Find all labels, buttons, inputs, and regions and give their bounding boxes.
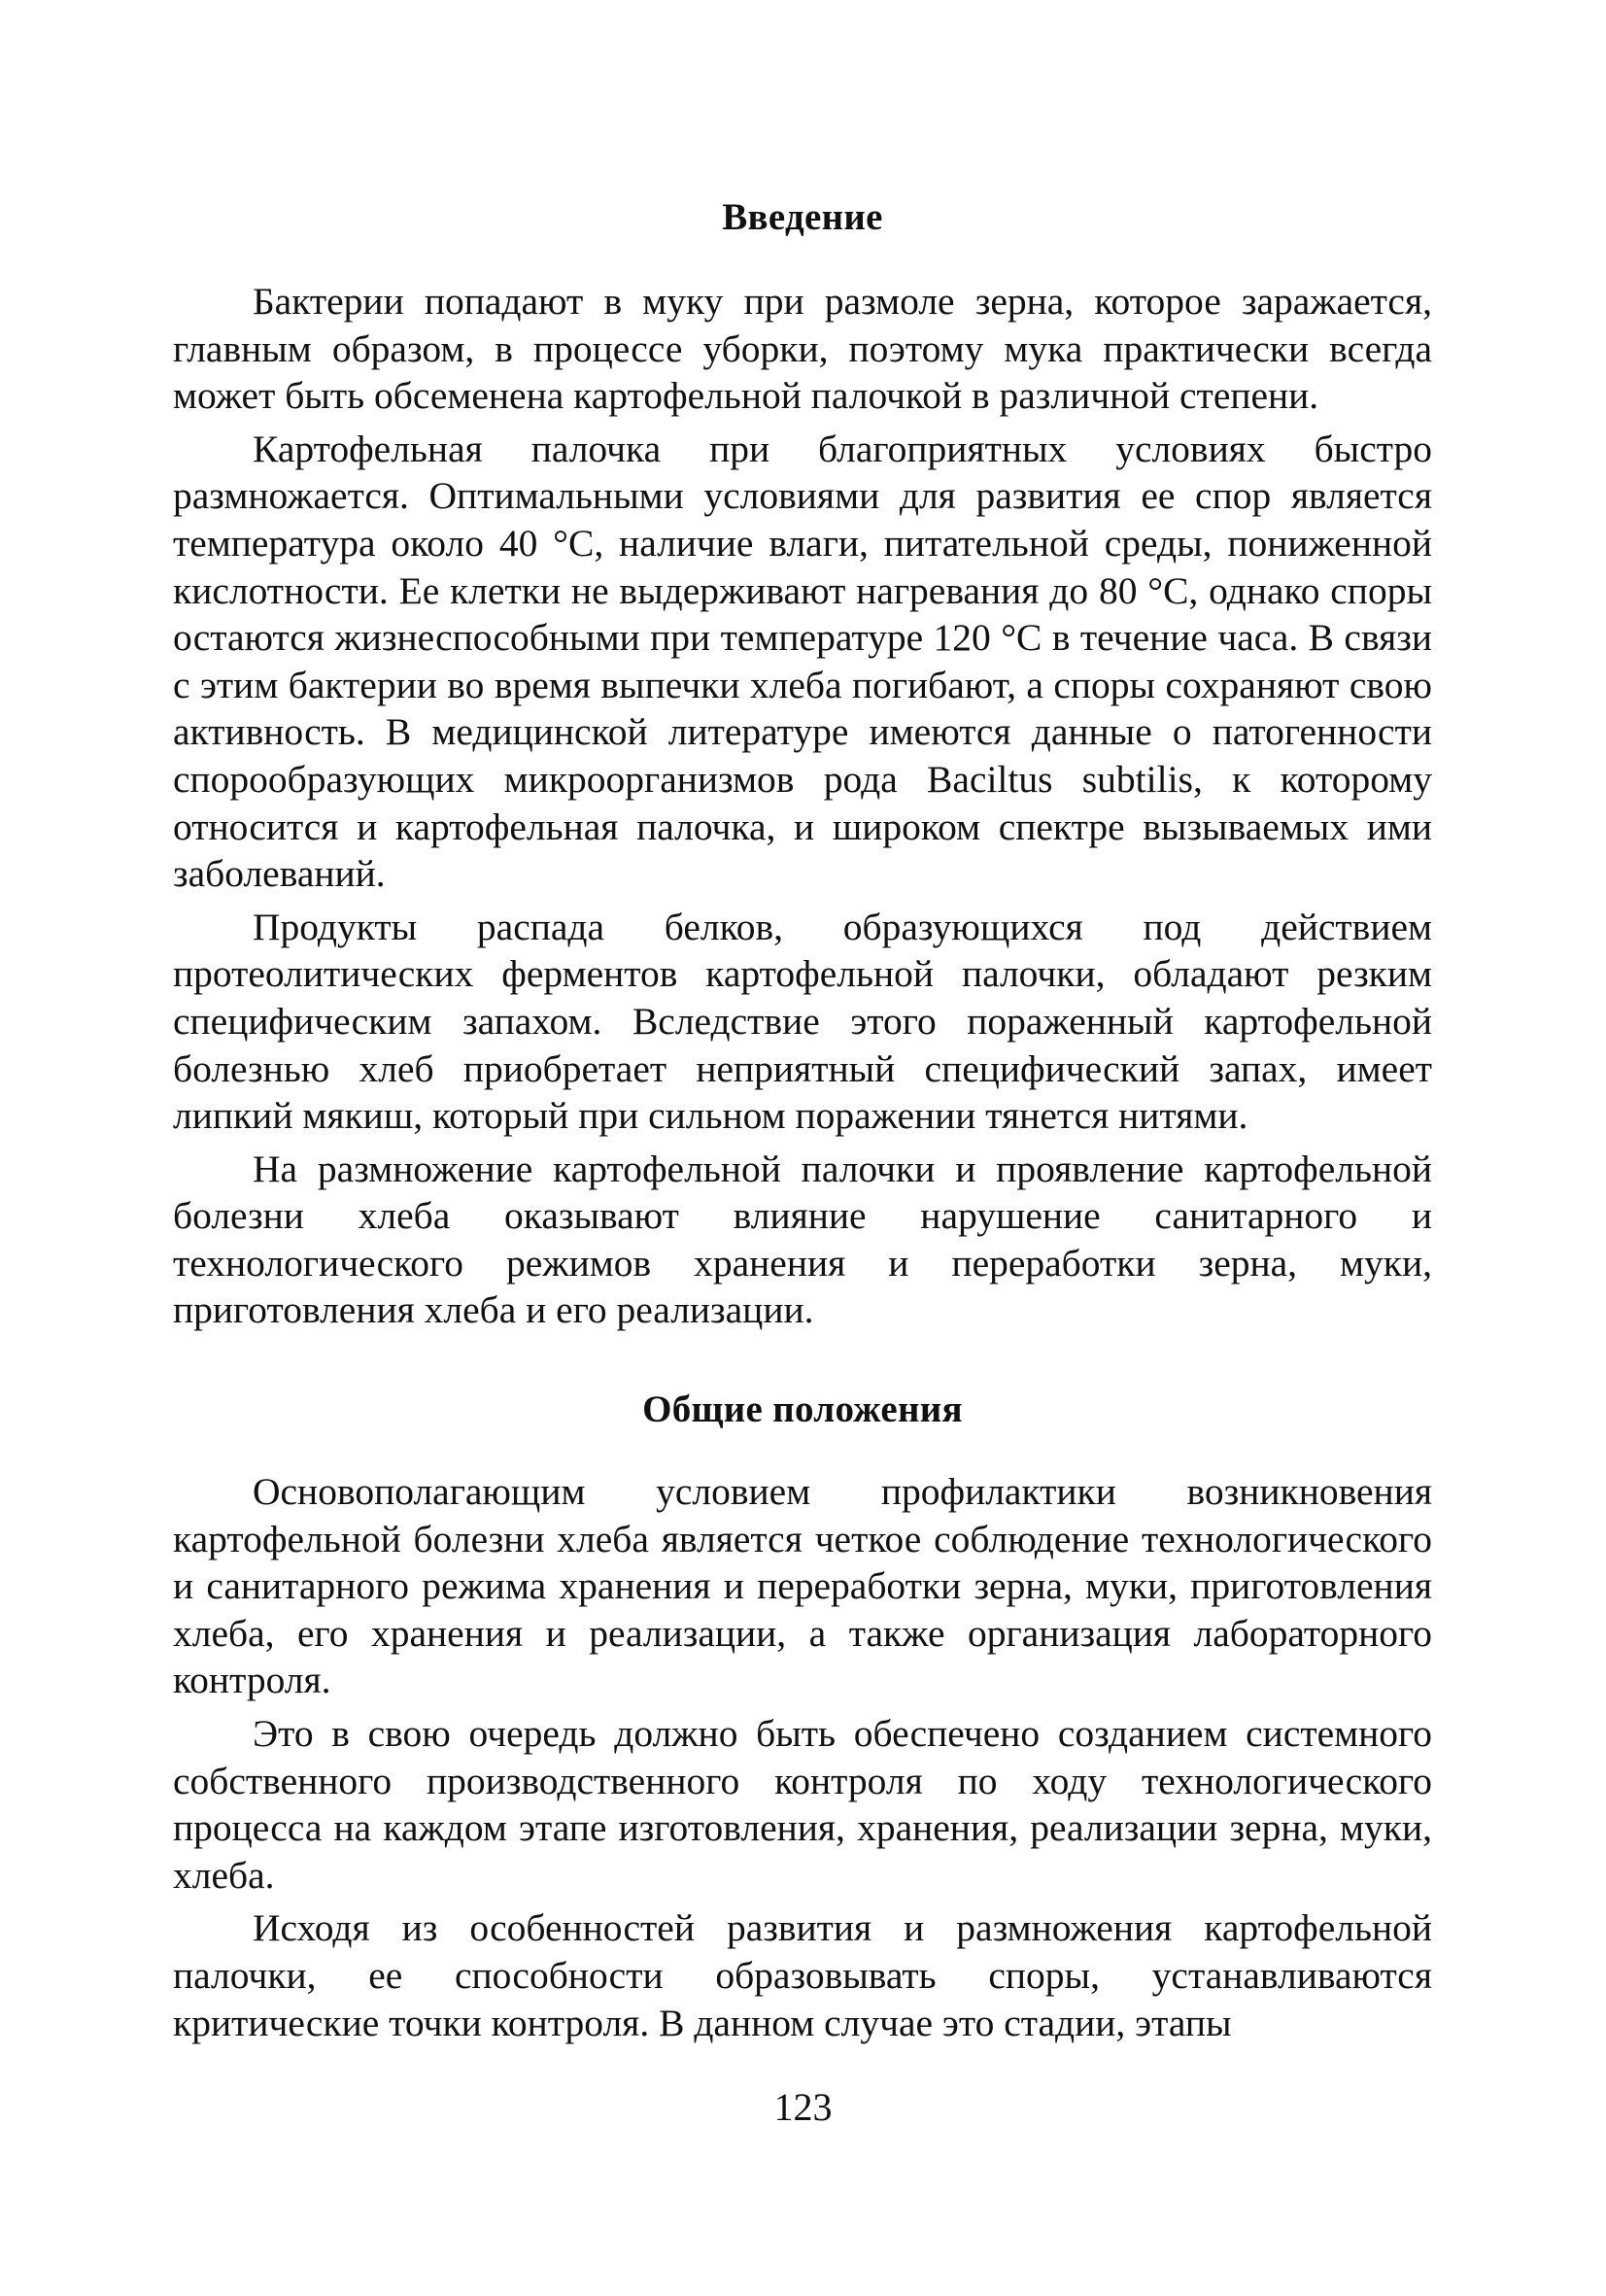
- paragraph: Картофельная палочка при благоприятных условиях быстро размножается. Оптимальными условиями для развития ее спор является температура около 40 °С, наличие влаги, питательной среды, пониженной кислотности. Ее клетки не выдерживают нагревания до 80 °С, однако споры остаются жизнеспособными при температуре 120 °С в течение часа. В связи с этим бактерии во время выпечки хлеба погибают, а споры сохраняют свою активность. В медицинской литературе имеются данные о патогенности спорообразующих микроорганизмов рода Baciltus subtilis, к которому относится и картофельная палочка, и широком спектре вызываемых ими заболеваний.: [173, 427, 1432, 896]
- paragraph: Основополагающим условием профилактики возникновения картофельной болезни хлеба является четкое соблюдение технологического и санитарного режима хранения и переработки зерна, муки, приготовления хлеба, его хранения и реализации, а также организация лабораторного контроля.: [173, 1470, 1432, 1702]
- page-number: 123: [773, 2085, 833, 2129]
- paragraph: Это в свою очередь должно быть обеспечено созданием системного собственного производственного контроля по ходу технологического процесса на каждом этапе изготовления, хранения, реализации зерна, муки, хлеба.: [173, 1712, 1432, 1897]
- paragraph: Исходя из особенностей развития и размножения картофельной палочки, ее способности образовывать споры, устанавливаются критические точки контроля. В данном случае это стадии, этапы: [173, 1906, 1432, 2044]
- section-heading: Общие положения: [642, 1388, 963, 1431]
- section-heading: Введение: [722, 196, 883, 238]
- page-content: [173, 194, 1432, 2046]
- paragraph: На размножение картофельной палочки и проявление картофельной болезни хлеба оказывают влияние нарушение санитарного и технологического режимов хранения и переработки зерна, муки, приготовления хлеба и его реализации.: [173, 1147, 1432, 1332]
- paragraph: Бактерии попадают в муку при размоле зерна, которое заражается, главным образом, в процессе уборки, поэтому мука практически всегда может быть обсеменена картофельной палочкой в различной степени.: [173, 280, 1432, 418]
- section-general-provisions: [173, 1387, 1432, 2046]
- section-introduction: [173, 194, 1432, 1334]
- paragraph: Продукты распада белков, образующихся под действием протеолитических ферментов картофельной палочки, обладают резким специфическим запахом. Вследствие этого пораженный картофельной болезнью хлеб приобретает неприятный специфический запах, имеет липкий мякиш, который при сильном поражении тянется нитями.: [173, 905, 1432, 1138]
